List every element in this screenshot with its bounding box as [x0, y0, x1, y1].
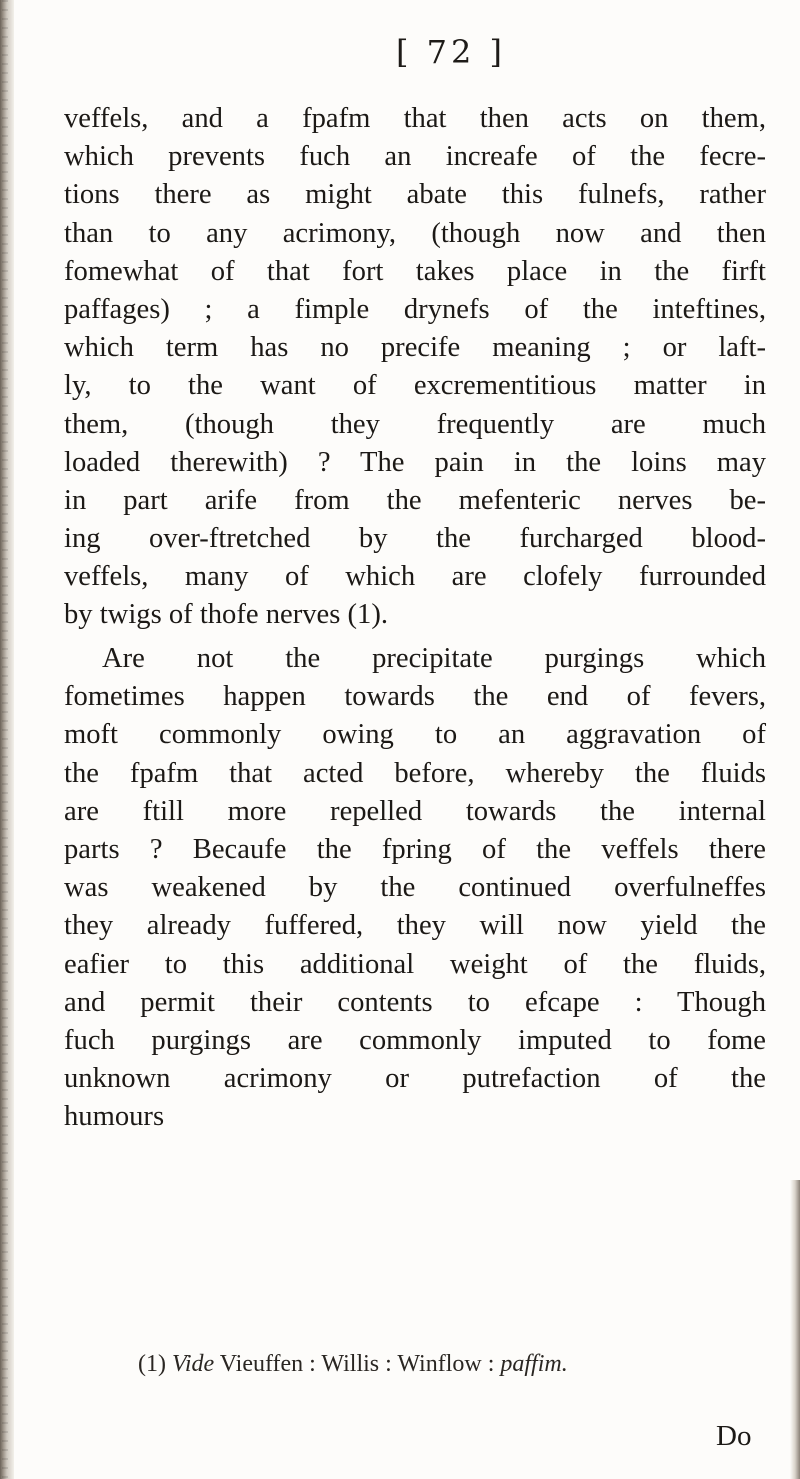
text-line: in part arife from the mefenteric nerves be- [64, 484, 766, 516]
text-line: they already fuffered, they will now yield the [64, 910, 766, 942]
text-line: veffels, many of which are clofely furrounded [64, 561, 766, 593]
text-line: by twigs of thofe nerves (1). [64, 599, 388, 631]
text-line: them, (though they frequently are much [64, 408, 766, 440]
text-line: than to any acrimony, (though now and then [64, 217, 766, 249]
text-line: was weakened by the continued overfulneffes [64, 872, 766, 904]
text-line: unknown acrimony or putrefaction of the [64, 1063, 766, 1095]
text-line: ly, to the want of excrementitious matter in [64, 370, 766, 402]
footnote-passim: paffim. [500, 1351, 568, 1377]
text-line: are ftill more repelled towards the internal [64, 795, 766, 827]
text-line: parts ? Becaufe the fpring of the veffels there [64, 833, 766, 865]
text-line: which term has no precife meaning ; or laft- [64, 332, 766, 364]
text-line: tions there as might abate this fulnefs, rather [64, 179, 766, 211]
page-edge-shadow [790, 1180, 800, 1479]
text-line: fometimes happen towards the end of fevers, [64, 681, 766, 713]
text-line: loaded therewith) ? The pain in the loins may [64, 446, 766, 478]
text-line: ing over-ftretched by the furcharged blood- [64, 523, 766, 555]
footnote-vide: Vide [171, 1351, 215, 1377]
text-line: fomewhat of that fort takes place in the firft [64, 255, 766, 287]
text-line: humours [64, 1101, 165, 1133]
catchword: Do [716, 1420, 752, 1452]
text-line: moft commonly owing to an aggravation of [64, 719, 766, 751]
text-line: which prevents fuch an increafe of the fecre- [64, 141, 766, 173]
text-line: paffages) ; a fimple drynefs of the inteftines, [64, 293, 766, 325]
footnote-authors: Vieuffen : Willis : Winflow : [219, 1351, 495, 1377]
paragraph-2 [64, 640, 766, 1136]
text-line: veffels, and a fpafm that then acts on them, [64, 103, 766, 134]
paragraph-1 [64, 100, 766, 635]
text-line: and permit their contents to efcape : Though [64, 986, 766, 1018]
footnote-marker: (1) [138, 1351, 166, 1377]
text-line: fuch purgings are commonly imputed to fome [64, 1024, 766, 1056]
text-line: eafier to this additional weight of the fluids, [64, 948, 766, 980]
footnote [138, 1351, 568, 1378]
text-line: the fpafm that acted before, whereby the fluids [64, 757, 766, 789]
text-line: Are not the precipitate purgings which [102, 643, 766, 674]
binding-stitching [2, 0, 8, 1479]
page-number: [ 72 ] [396, 33, 507, 71]
